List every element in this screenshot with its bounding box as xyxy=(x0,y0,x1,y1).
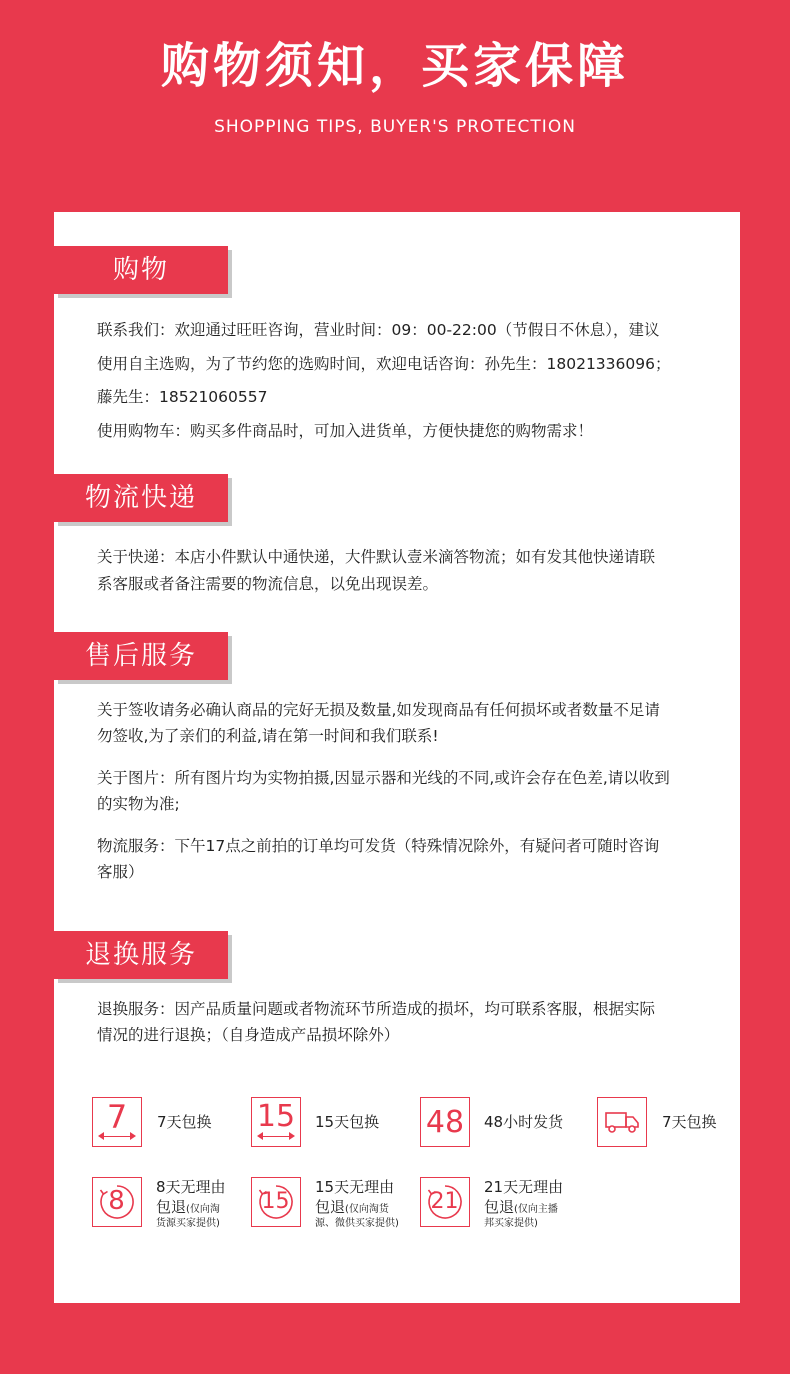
text-line: 联系我们：欢迎通过旺旺咨询，营业时间：09：00-22:00（节假日不休息），建议 xyxy=(97,321,660,339)
guarantee-label: 15天无理由 包退(仅向淘货 源、微供买家提供) xyxy=(315,1178,399,1229)
truck-icon xyxy=(597,1097,647,1147)
guarantee-label: 15天包换 xyxy=(315,1113,380,1131)
7-day-exchange-icon: 7 xyxy=(92,1097,142,1147)
21-day-return-icon: 21 xyxy=(420,1177,470,1227)
text-line: 客服） xyxy=(97,863,144,881)
text-line: 关于图片：所有图片均为实物拍摄,因显示器和光线的不同,或许会存在色差,请以收到 xyxy=(97,769,670,787)
section-title-after-sales: 售后服务 xyxy=(54,632,228,680)
text-line: 退换服务：因产品质量问题或者物流环节所造成的损坏，均可联系客服，根据实际 xyxy=(97,1000,656,1018)
text-line: 使用购物车：购买多件商品时，可加入进货单，方便快捷您的购物需求！ xyxy=(97,421,594,440)
section-title-returns: 退换服务 xyxy=(54,931,228,979)
guarantee-label: 8天无理由 包退(仅向淘 货源买家提供) xyxy=(156,1178,226,1229)
text-line: 关于快递：本店小件默认中通快递，大件默认壹米滴答物流；如有发其他快递请联 xyxy=(97,548,656,566)
15-day-return-icon: 15 xyxy=(251,1177,301,1227)
page-title: 购物须知，买家保障 xyxy=(160,38,629,94)
guarantee-label: 7天包换 xyxy=(157,1113,212,1131)
section-title-logistics: 物流快递 xyxy=(54,474,228,522)
text-line: 勿签收,为了亲们的利益,请在第一时间和我们联系! xyxy=(97,727,439,745)
page-subtitle: SHOPPING TIPS, BUYER'S PROTECTION xyxy=(214,117,576,137)
guarantee-label: 21天无理由 包退(仅向主播 邦买家提供) xyxy=(484,1178,564,1229)
text-line: 情况的进行退换；（自身造成产品损坏除外） xyxy=(97,1026,400,1044)
guarantee-label: 7天包换 xyxy=(662,1113,717,1131)
8-day-return-icon: 8 xyxy=(92,1177,142,1227)
section-text-after-sales xyxy=(97,697,727,885)
text-line: 使用自主选购，为了节约您的选购时间，欢迎电话咨询：孙先生：18021336096； xyxy=(97,354,671,373)
section-text-logistics xyxy=(97,544,727,598)
text-line: 系客服或者备注需要的物流信息，以免出现误差。 xyxy=(97,575,439,593)
text-line: 关于签收请务必确认商品的完好无损及数量,如发现商品有任何损坏或者数量不足请 xyxy=(97,701,660,719)
text-line: 的实物为准; xyxy=(97,795,180,813)
text-line: 物流服务：下午17点之前拍的订单均可发货（特殊情况除外，有疑问者可随时咨询 xyxy=(97,837,660,855)
text-line: 藤先生：18521060557 xyxy=(97,388,268,406)
page-header xyxy=(0,0,790,212)
section-title-shopping: 购物 xyxy=(54,246,228,294)
48-hour-shipping-icon: 48 xyxy=(420,1097,470,1147)
section-text-shopping xyxy=(97,314,727,448)
section-text-returns xyxy=(97,996,727,1048)
15-day-exchange-icon: 15 xyxy=(251,1097,301,1147)
guarantee-label: 48小时发货 xyxy=(484,1113,564,1131)
